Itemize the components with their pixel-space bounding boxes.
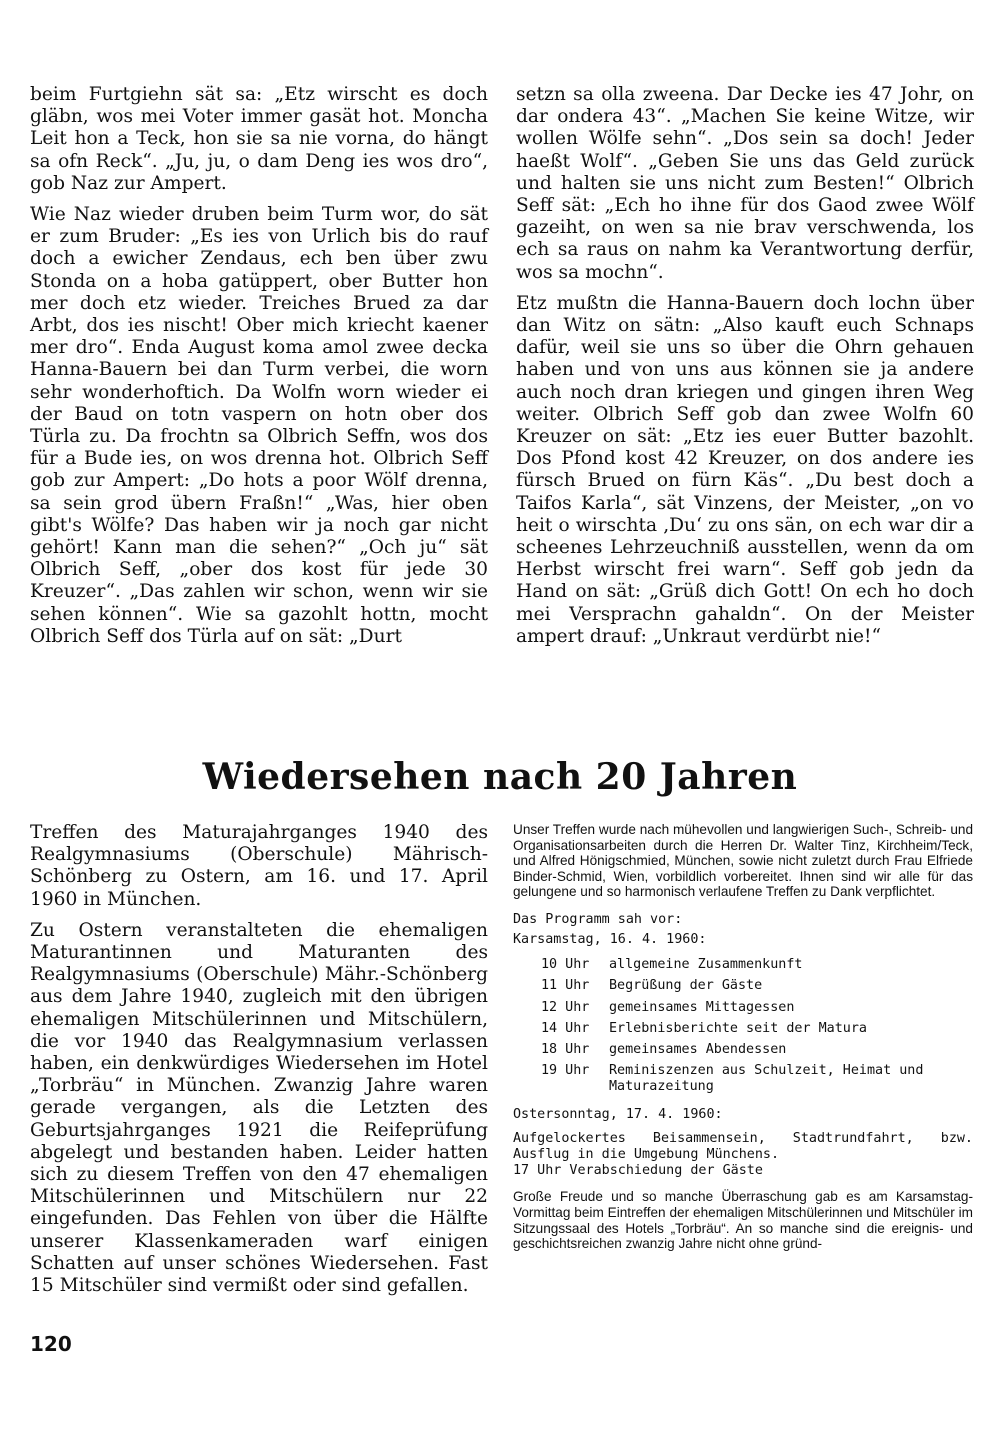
paragraph: beim Furtgiehn sät sa: „Etz wirscht es doch gläbn, wos mei Voter immer gasät hot. Moncha Leit hon a Teck, hon sie sa nie vorna, do hängt sa ofn Reck“. „Ju, ju, o dam Deng ies wos dro“, gob Naz zur Ampert. [30, 84, 488, 194]
schedule-desc: allgemeine Zusammenkunft [609, 956, 803, 972]
schedule-time: 19 Uhr [541, 1063, 590, 1079]
paragraph: Wie Naz wieder druben beim Turm wor, do sät er zum Bruder: „Es ies von Urlich bis do rauf doch a ewicher Zendaus, ech ben über zwu Stonda on a hoba gatüppert, ober Butter hon mer doch etz wieder. Treiches Brued za dar Arbt, dos ies nischt! Ober mich kriecht kaener mer dro“. Enda August koma amol zwee decka Hanna-Bauern bei dan Turm verbei, die worn sehr wonderhoftich. Da Wolfn worn wieder ei der Baud on totn vaspern on hotn ober dos Türla zu. Da frochtn sa Olbrich Seffn, wos dos für a Bude ies, on wos drenna hot. Olbrich Seff gob zur Ampert: „Do hots a poor Wölf drenna, sa sein grod übern Fraßn!“ „Was, hier oben gibt's Wölfe? Das haben wir ja noch gar nicht gehört! Kann man die sehen?“ „Och ju“ sät Olbrich Seff, „ober dos kost für jede 30 Kreuzer“. „Das zahlen wir schon, wenn wir sie sehen können“. Wie sa gazohlt hottn, mocht Olbrich Seff dos Türla auf on sät: „Durt [30, 204, 488, 647]
schedule-desc: gemeinsames Mittagessen [609, 999, 795, 1015]
page-number: 120 [30, 1332, 72, 1356]
intro-paragraph: Unser Treffen wurde nach mühevollen und langwierigen Such-, Schreib- und Organisationsarbeiten durch die Herren Dr. Walter Tinz, Kirchheim/Teck, und Alfred Hönigschmied, München, sowie nicht zuletzt durch Frau Elfriede Binder-Schmid, Wien, vorbildlich vorbereitet. Ihnen sind wir alle für das gelungene und so harmonisch verlaufene Treffen zu Dank verpflichtet. [513, 822, 973, 900]
schedule-time: 10 Uhr [541, 956, 590, 972]
schedule-row [541, 954, 973, 975]
sunday-program [513, 1131, 973, 1179]
schedule-time: 18 Uhr [541, 1042, 590, 1058]
top-left-column [30, 84, 488, 648]
paragraph: Zu Ostern veranstalteten die ehemaligen Maturantinnen und Maturanten des Realgymnasiums (Oberschule) Mähr.-Schönberg aus dem Jahre 1940, zugleich mit den übrigen ehemaligen Mitschülerinnen und Mitschülern, die vor 1940 das Realgymnasium verlassen haben, ein denkwürdiges Wiedersehen im Hotel „Torbräu“ in München. Zwanzig Jahre waren gerade vergangen, als die Letzten des Geburtsjahrganges 1921 die Reifeprüfung abgelegt und bestanden haben. Leider hatten sich zu diesem Treffen von den 47 ehemaligen Mitschülerinnen und Mitschülern nur 22 eingefunden. Das Fehlen von über die Hälfte unserer Klassenkameraden warf einigen Schatten auf unser schönes Wiedersehen. Fast 15 Mitschüler sind vermißt oder sind gefallen. [30, 919, 488, 1297]
paragraph: setzn sa olla zweena. Dar Decke ies 47 Johr, on dar ondera 43“. „Machen Sie keine Witze, wir wollen Wölfe sehn“. „Dos sein sa doch! Jeder haeßt Wolf“. „Geben Sie uns das Geld zurück und halten sie uns nicht zum Besten!“ Olbrich Seff sät: „Ech ho ihne für dos Gaod zwee Wölf gazeiht, on wen sa nie brav verschwenda, los ech sa raus on nahm ka Verantwortung derfür, wos sa mochn“. [516, 84, 974, 283]
schedule-desc: Reminiszenzen aus Schulzeit, Heimat und Maturazeitung [609, 1063, 924, 1095]
article-subtitle: Treffen des Maturajahrganges 1940 des Realgymnasiums (Oberschule) Mährisch-Schönberg zu Ostern, am 16. und 17. April 1960 in München. [30, 822, 488, 910]
sunday-item: Aufgelockertes Beisammensein, Stadtrundfahrt, bzw. Ausflug in die Umgebung Münchens. [513, 1131, 973, 1163]
schedule-time: 11 Uhr [541, 978, 590, 994]
schedule-time: 14 Uhr [541, 1020, 590, 1036]
sunday-item: 17 Uhr Verabschiedung der Gäste [513, 1163, 763, 1179]
schedule-list [541, 954, 973, 1095]
bottom-left-column [30, 822, 488, 1297]
top-right-column [516, 84, 974, 648]
paragraph: Etz mußtn die Hanna-Bauern doch lochn über dan Witz on sätn: „Also kauft euch Schnaps dafür, weil sie uns so über die Ohrn gehauen haben und von uns aus können sie ja andere auch noch dran kriegen und gingen ihren Weg weiter. Olbrich Seff gob dan zwee Wolfn 60 Kreuzer on sät: „Etz ies euer Butter bazohlt. Dos Pfond kost 42 Kreuzer, on dos andere ies fürsch Brued on fürn Käs“. „Du best doch a Taifos Karla“, sät Vinzens, der Meister, „on vo heit o wirschta ‚Du‘ zu ons sän, on ech war dir a scheenes Lehrzeuchniß ausstellen, wenn da om Herbst wirscht frei warn“. Seff gob jedn da Hand on sät: „Grüß dich Gott! On ech ho doch mei Versprachn gahaldn“. On der Meister ampert drauf: „Unkraut verdürbt nie!“ [516, 292, 974, 647]
sunday-label: Ostersonntag, 17. 4. 1960: [513, 1107, 723, 1123]
schedule-time: 12 Uhr [541, 999, 590, 1015]
schedule-row [541, 1060, 973, 1095]
schedule-row [541, 1039, 973, 1060]
schedule-desc: gemeinsames Abendessen [609, 1042, 787, 1058]
article-headline: Wiedersehen nach 20 Jahren [202, 756, 798, 798]
closing-paragraph: Große Freude und so manche Überraschung gab es am Karsamstag-Vormittag beim Eintreffen der ehemaligen Mitschülerinnen und Mitschüler im Sitzungssaal des Hotels „Torbräu“. An so manche sind die ereignis- und geschichtsreichen zwanzig Jahre nicht ohne gründ- [513, 1189, 973, 1252]
schedule-desc: Begrüßung der Gäste [609, 978, 763, 994]
saturday-label: Karsamstag, 16. 4. 1960: [513, 931, 707, 947]
program-heading: Das Programm sah vor: [513, 911, 683, 927]
schedule-desc: Erlebnisberichte seit der Matura [609, 1020, 867, 1036]
schedule-row [541, 1018, 973, 1039]
bottom-right-column [513, 822, 973, 1252]
schedule-row [541, 997, 973, 1018]
schedule-row [541, 975, 973, 996]
